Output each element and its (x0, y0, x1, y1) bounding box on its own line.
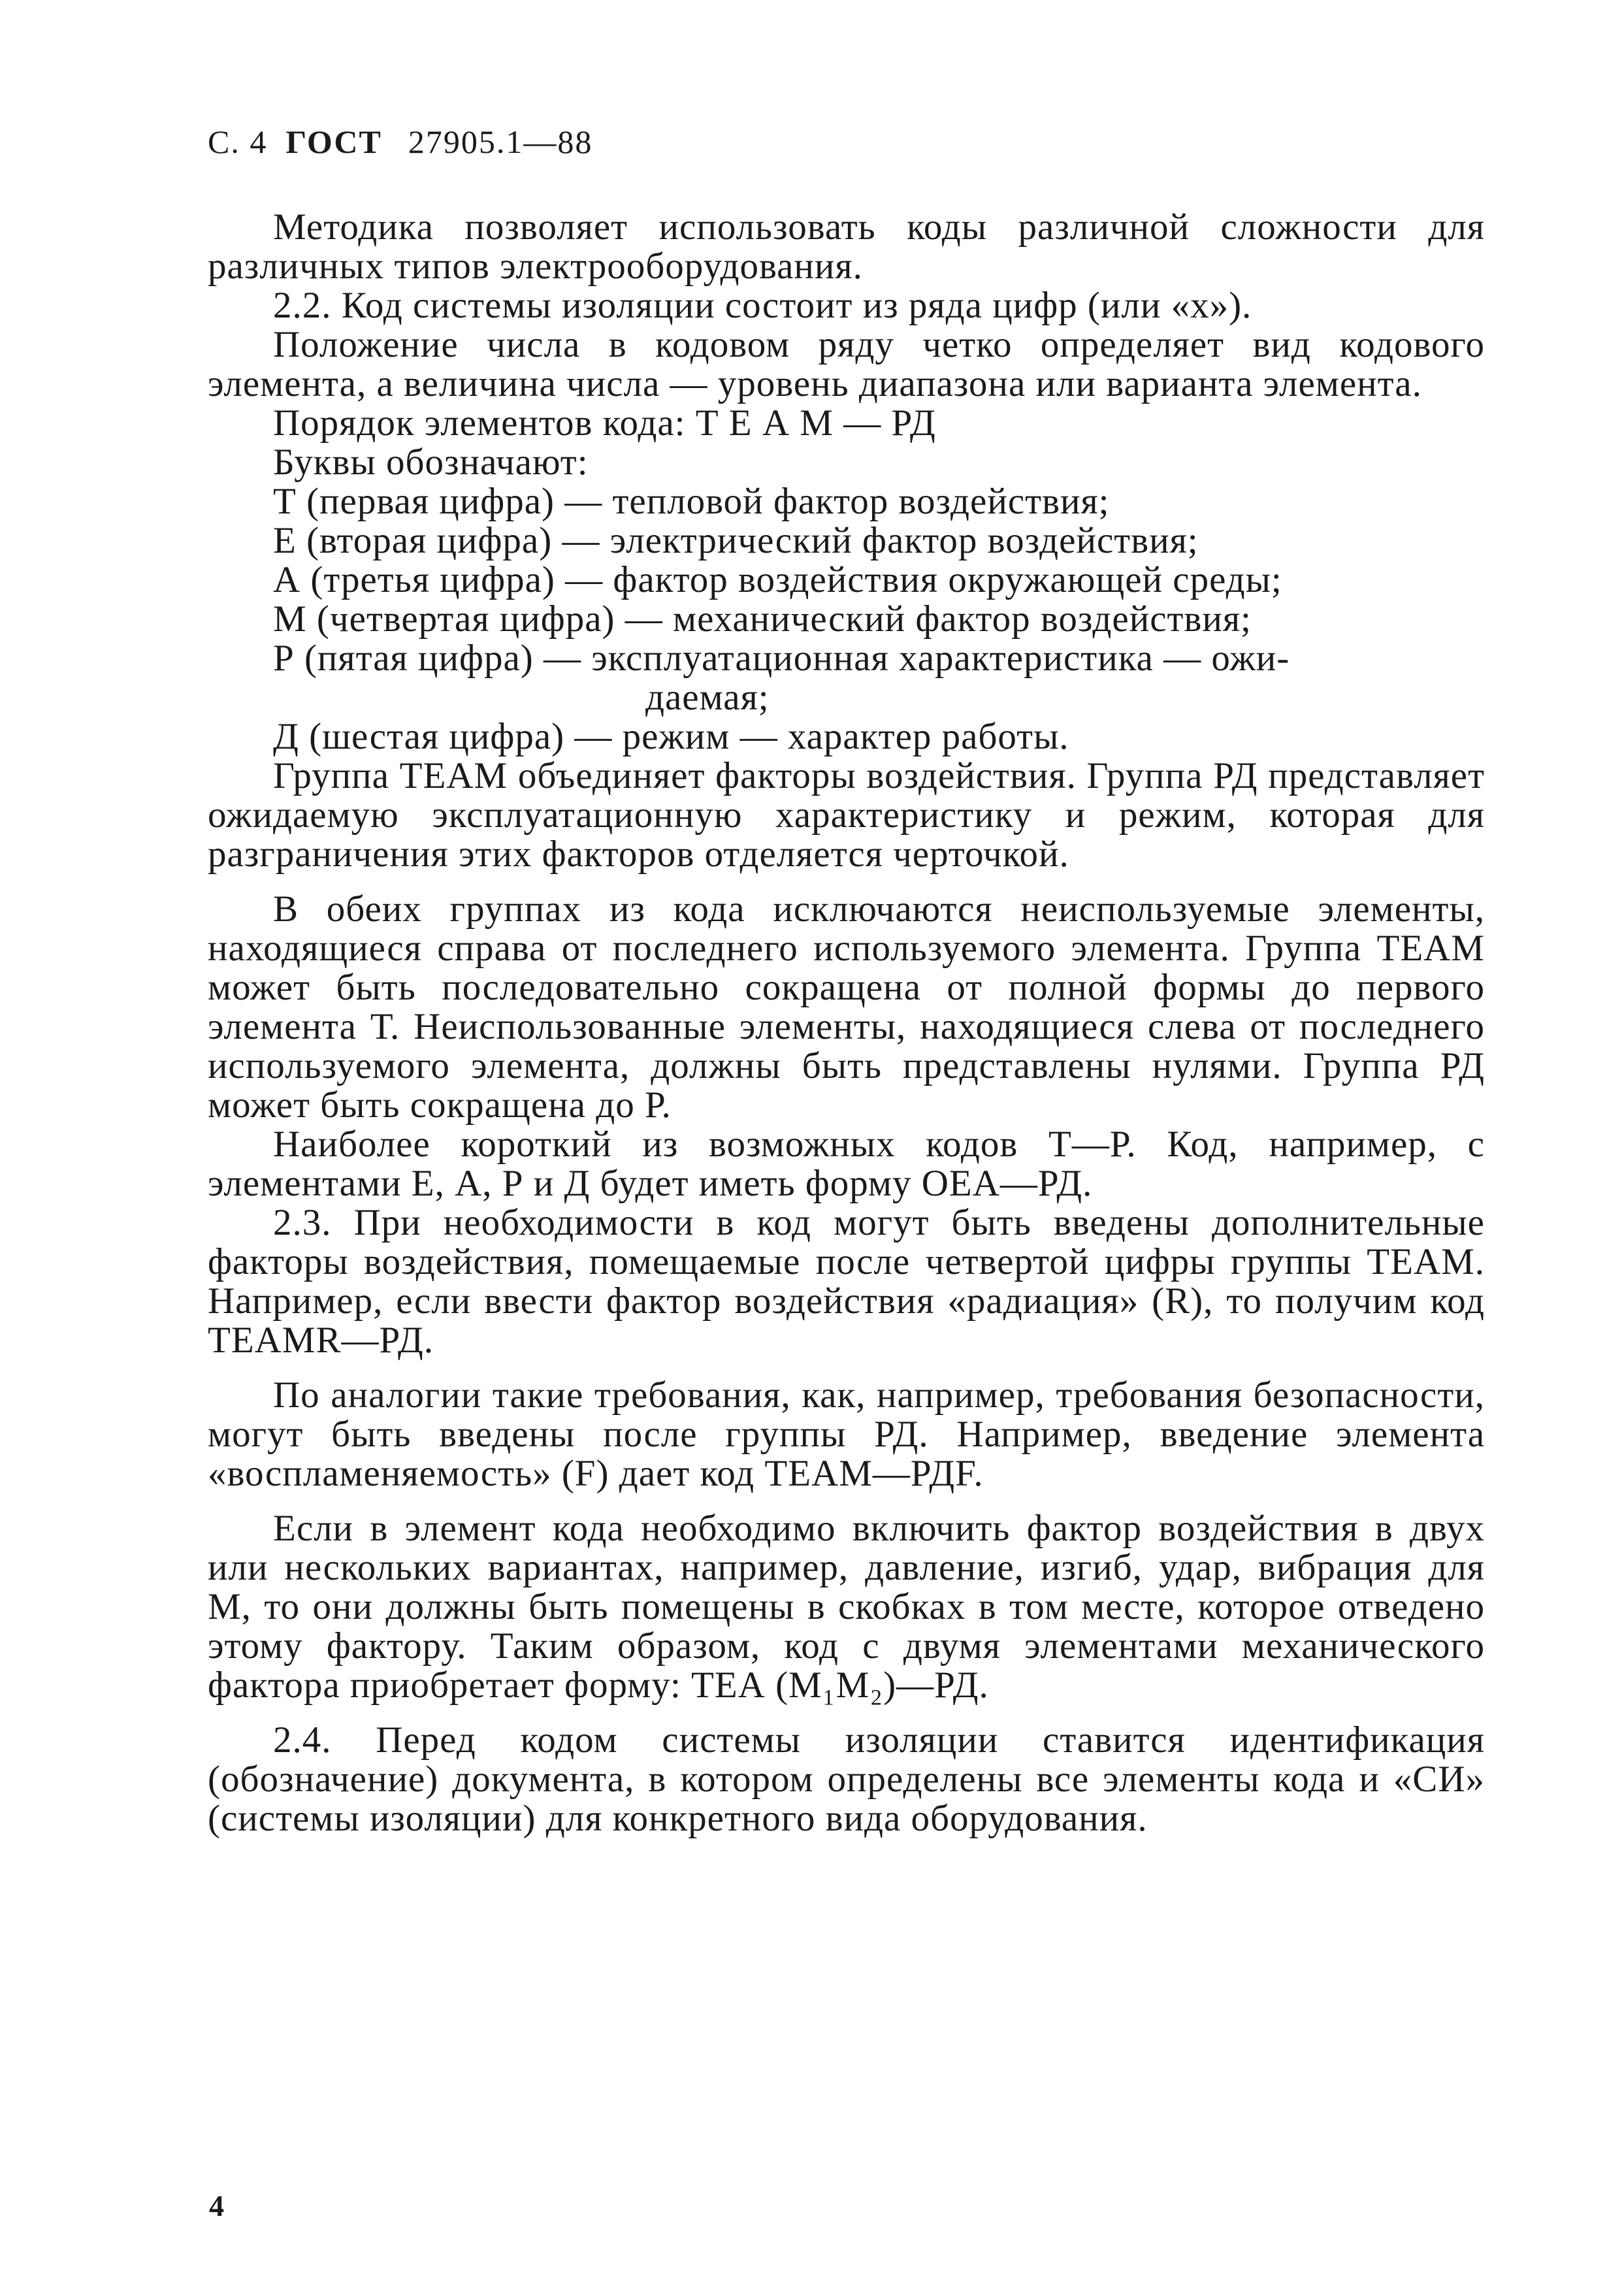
paragraph-shortest-code: Наиболее короткий из возможных кодов Т—Р. Код, например, с элементами Е, А, Р и Д будет иметь форму ОЕА—РД. (208, 1124, 1485, 1204)
letters-list (208, 482, 1485, 639)
paragraph-team-group: Группа ТЕАМ объединяет факторы воздействия. Группа РД представляет ожидаемую эксплуатационную характеристику и режим, которая для разграничения этих факторов отделяется черточкой. (208, 755, 1485, 875)
paragraph-letters-intro: Буквы обозначают: (273, 442, 589, 483)
paragraph-2-3: 2.3. При необходимости в код могут быть введены дополнительные факторы воздействия, помещаемые после четвертой цифры группы ТЕАМ. Например, если ввести фактор воздействия «радиация» (R), то получим код TEAMR—РД. (208, 1202, 1485, 1361)
paragraph-2-2: 2.2. Код системы изоляции состоит из ряда цифр (или «х»). (273, 285, 1252, 326)
paragraph-variants: Если в элемент кода необходимо включить фактор воздействия в двух или нескольких вариантах, например, давление, изгиб, удар, вибрация для М, то они должны быть помещены в скобках в том месте, которое отведено этому фактору. Таким образом, код с двумя элементами механического фактора приобретает форму: ТЕА (M₁M₂)—РД. (208, 1508, 1485, 1706)
page-number: 4 (209, 2189, 224, 2222)
paragraph-method: Методика позволяет использовать коды различной сложности для различных типов электрооборудования. (208, 206, 1485, 287)
document-body (208, 208, 1485, 1838)
list-item-p (208, 639, 1485, 717)
list-item: Т (первая цифра) — тепловой фактор воздействия; (273, 481, 1110, 522)
paragraph-2-4: 2.4. Перед кодом системы изоляции ставится идентификация (обозначение) документа, в котором определены все элементы кода и «СИ» (системы изоляции) для конкретного вида оборудования. (208, 1719, 1485, 1839)
paragraph-order: Порядок элементов кода: Т Е А М — РД (273, 402, 936, 444)
paragraph-position: Положение числа в кодовом ряду четко определяет вид кодового элемента, а величина числа — уровень диапазона или варианта элемента. (208, 324, 1485, 404)
paragraph-exclusion: В обеих группах из кода исключаются неиспользуемые элементы, находящиеся справа от последнего используемого элемента. Группа ТЕАМ может быть последовательно сокращена от полной формы до первого элемента Т. Неиспользованные элементы, находящиеся слева от последнего используемого элемента, должны быть представлены нулями. Группа РД может быть сокращена до Р. (208, 888, 1485, 1126)
list-item: А (третья цифра) — фактор воздействия окружающей среды; (273, 559, 1282, 600)
page-ref: С. 4 (208, 123, 268, 160)
standard-number: 27905.1—88 (408, 123, 593, 160)
list-item: Е (вторая цифра) — электрический фактор воздействия; (273, 520, 1199, 561)
list-item-d: Д (шестая цифра) — режим — характер работы. (273, 716, 1069, 757)
standard-label: ГОСТ (285, 123, 382, 160)
list-item-p-cont: даемая; (645, 677, 770, 718)
paragraph-analogy: По аналогии такие требования, как, например, требования безопасности, могут быть введены после группы РД. Например, введение элемента «воспламеняемость» (F) дает код ТЕАМ—РДF. (208, 1374, 1485, 1494)
list-item: М (четвертая цифра) — механический фактор воздействия; (273, 598, 1252, 640)
page-header (208, 123, 593, 161)
list-item-p-line: Р (пятая цифра) — эксплуатационная характеристика — ожи- (273, 638, 1290, 679)
